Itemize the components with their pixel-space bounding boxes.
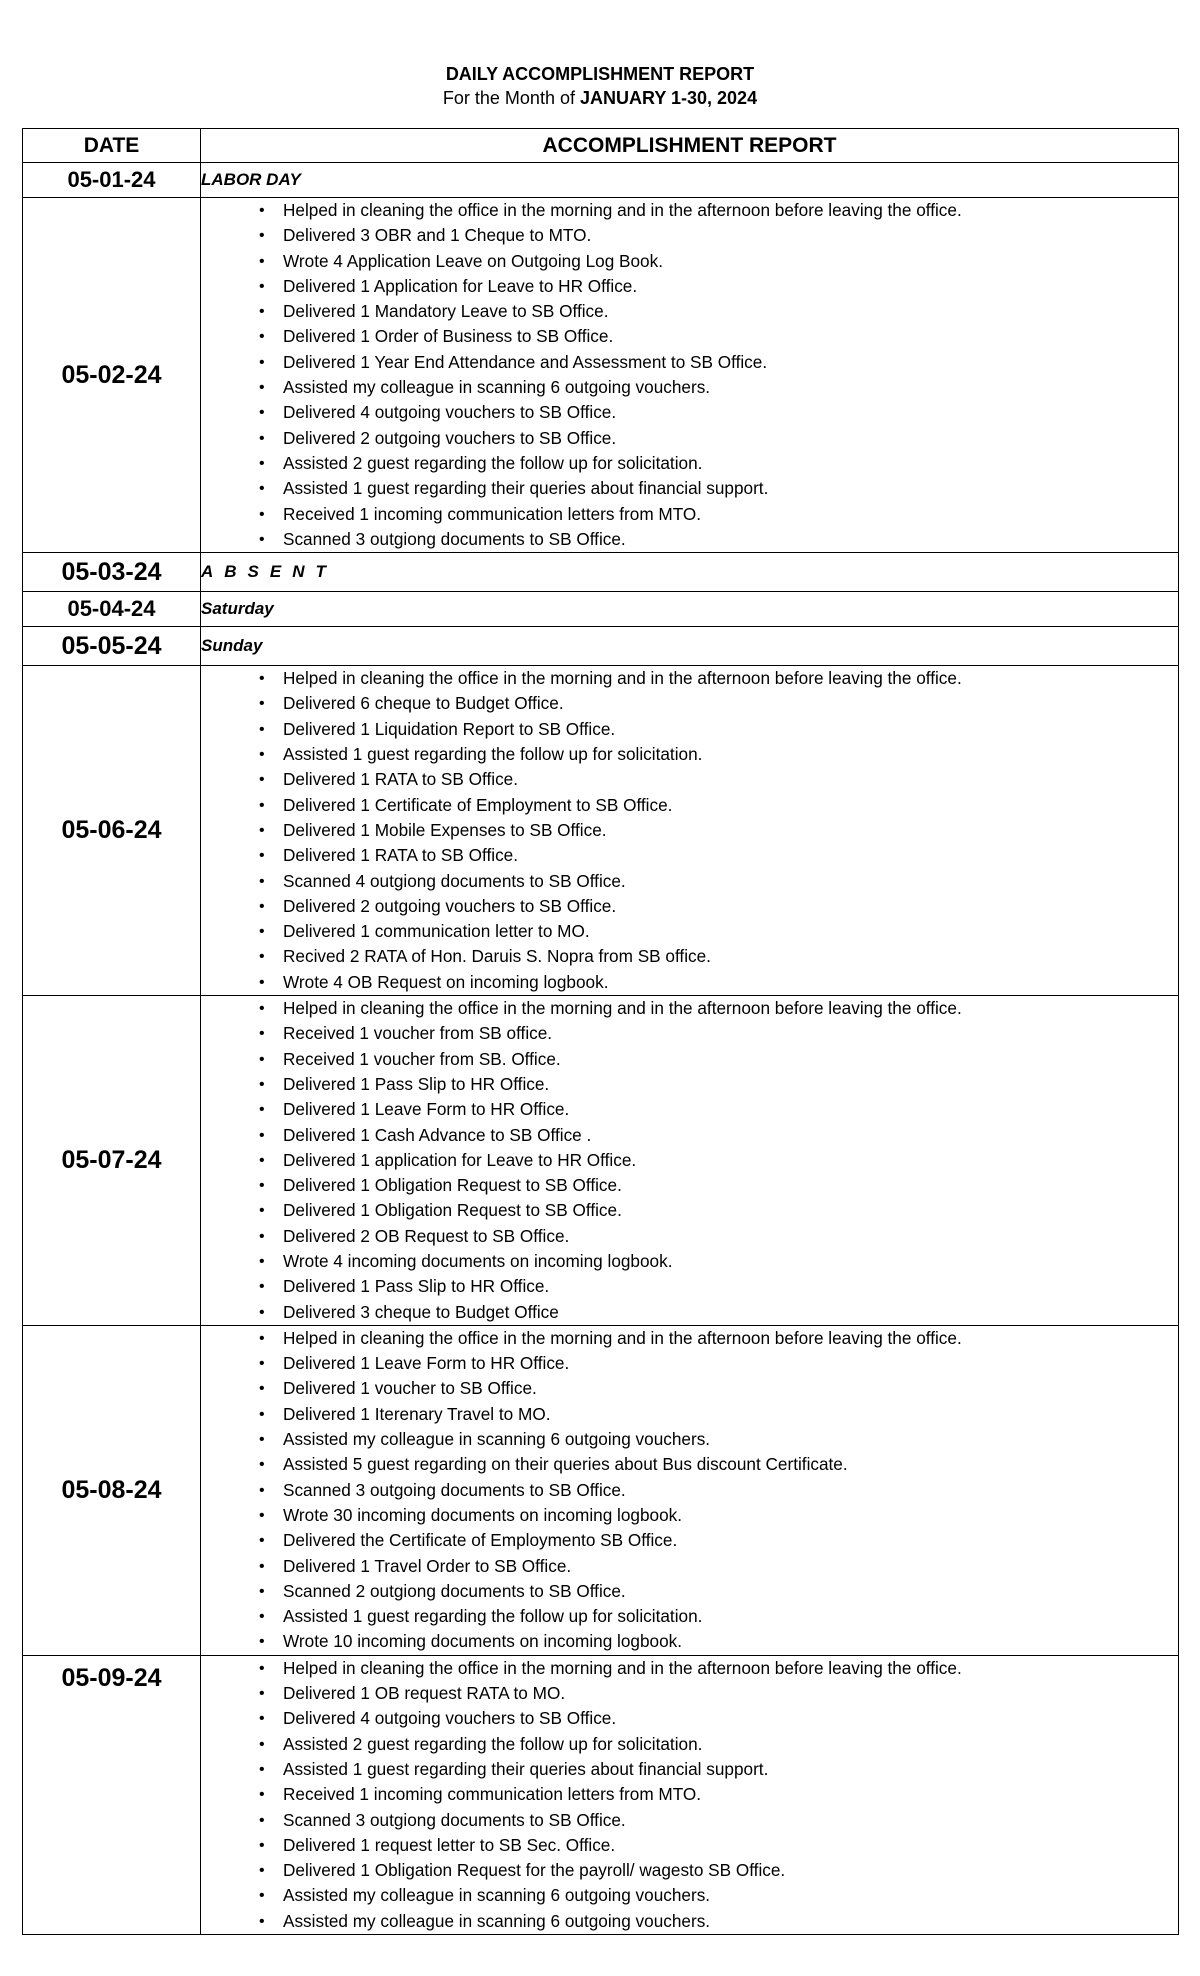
list-item: • Assisted 1 guest regarding their queries about financial support.	[259, 1757, 1178, 1782]
row-date: 05-04-24	[23, 592, 201, 627]
list-item: • Assisted my colleague in scanning 6 outgoing vouchers.	[259, 1909, 1178, 1934]
list-item: • Delivered 1 Travel Order to SB Office.	[259, 1554, 1178, 1579]
table-row	[23, 627, 1179, 666]
row-accomplishments	[201, 996, 1179, 1326]
list-item: • Received 1 incoming communication letters from MTO.	[259, 502, 1178, 527]
report-header	[0, 62, 1200, 110]
accomplishment-list	[201, 1326, 1178, 1655]
list-item: • Delivered 1 OB request RATA to MO.	[259, 1681, 1178, 1706]
row-date: 05-05-24	[23, 627, 201, 666]
row-date: 05-09-24	[23, 1655, 201, 1934]
row-date: 05-06-24	[23, 666, 201, 996]
list-item: • Received 1 incoming communication letters from MTO.	[259, 1782, 1178, 1807]
list-item: • Delivered 1 Certificate of Employment to SB Office.	[259, 793, 1178, 818]
list-item: • Helped in cleaning the office in the morning and in the afternoon before leaving the office.	[259, 1656, 1178, 1681]
list-item: • Wrote 4 Application Leave on Outgoing Log Book.	[259, 249, 1178, 274]
row-accomplishments	[201, 1655, 1179, 1934]
list-item: • Delivered 1 voucher to SB Office.	[259, 1376, 1178, 1401]
list-item: • Delivered 2 outgoing vouchers to SB Office.	[259, 426, 1178, 451]
row-accomplishments	[201, 198, 1179, 553]
list-item: • Delivered 1 Leave Form to HR Office.	[259, 1097, 1178, 1122]
table-row	[23, 592, 1179, 627]
table-row	[23, 666, 1179, 996]
list-item: • Assisted 5 guest regarding on their queries about Bus discount Certificate.	[259, 1452, 1178, 1477]
list-item: • Scanned 3 outgiong documents to SB Office.	[259, 527, 1178, 552]
list-item: • Wrote 10 incoming documents on incoming logbook.	[259, 1629, 1178, 1654]
row-note: ABSENT	[201, 553, 1179, 592]
accomplishment-list	[201, 666, 1178, 995]
list-item: • Delivered 1 Obligation Request to SB Office.	[259, 1173, 1178, 1198]
list-item: • Delivered 2 outgoing vouchers to SB Office.	[259, 894, 1178, 919]
row-accomplishments	[201, 666, 1179, 996]
table-row	[23, 553, 1179, 592]
list-item: • Delivered 1 Liquidation Report to SB Office.	[259, 717, 1178, 742]
list-item: • Scanned 3 outgiong documents to SB Office.	[259, 1808, 1178, 1833]
list-item: • Delivered 1 Year End Attendance and Assessment to SB Office.	[259, 350, 1178, 375]
table-row	[23, 198, 1179, 553]
list-item: • Helped in cleaning the office in the morning and in the afternoon before leaving the office.	[259, 198, 1178, 223]
accomplishment-list	[201, 1656, 1178, 1934]
list-item: • Delivered 4 outgoing vouchers to SB Office.	[259, 1706, 1178, 1731]
list-item: • Wrote 30 incoming documents on incoming logbook.	[259, 1503, 1178, 1528]
list-item: • Helped in cleaning the office in the morning and in the afternoon before leaving the office.	[259, 666, 1178, 691]
list-item: • Wrote 4 incoming documents on incoming logbook.	[259, 1249, 1178, 1274]
list-item: • Delivered the Certificate of Employmento SB Office.	[259, 1528, 1178, 1553]
table-row	[23, 1325, 1179, 1655]
list-item: • Wrote 4 OB Request on incoming logbook.	[259, 970, 1178, 995]
list-item: • Delivered 1 RATA to SB Office.	[259, 843, 1178, 868]
list-item: • Delivered 1 Pass Slip to HR Office.	[259, 1072, 1178, 1097]
subtitle-prefix: For the Month of	[442, 88, 580, 108]
list-item: • Delivered 1 Obligation Request to SB Office.	[259, 1198, 1178, 1223]
list-item: • Assisted my colleague in scanning 6 outgoing vouchers.	[259, 1883, 1178, 1908]
table-row	[23, 1655, 1179, 1934]
list-item: • Delivered 6 cheque to Budget Office.	[259, 691, 1178, 716]
list-item: • Delivered 1 Application for Leave to HR Office.	[259, 274, 1178, 299]
list-item: • Received 1 voucher from SB. Office.	[259, 1047, 1178, 1072]
date-column-header: DATE	[23, 129, 201, 163]
row-date: 05-03-24	[23, 553, 201, 592]
list-item: • Delivered 3 OBR and 1 Cheque to MTO.	[259, 223, 1178, 248]
row-date: 05-02-24	[23, 198, 201, 553]
list-item: • Delivered 1 Cash Advance to SB Office .	[259, 1123, 1178, 1148]
list-item: • Delivered 2 OB Request to SB Office.	[259, 1224, 1178, 1249]
list-item: • Assisted 1 guest regarding the follow up for solicitation.	[259, 1604, 1178, 1629]
list-item: • Scanned 3 outgoing documents to SB Office.	[259, 1478, 1178, 1503]
row-note: Saturday	[201, 592, 1179, 627]
table-header-row	[23, 129, 1179, 163]
list-item: • Recived 2 RATA of Hon. Daruis S. Nopra from SB office.	[259, 944, 1178, 969]
list-item: • Delivered 1 Obligation Request for the payroll/ wagesto SB Office.	[259, 1858, 1178, 1883]
accomplishment-list	[201, 996, 1178, 1325]
table-row	[23, 996, 1179, 1326]
report-subtitle	[0, 86, 1200, 110]
list-item: • Delivered 1 Mobile Expenses to SB Office.	[259, 818, 1178, 843]
list-item: • Delivered 1 request letter to SB Sec. Office.	[259, 1833, 1178, 1858]
row-note: Sunday	[201, 627, 1179, 666]
list-item: • Assisted my colleague in scanning 6 outgoing vouchers.	[259, 1427, 1178, 1452]
report-title: DAILY ACCOMPLISHMENT REPORT	[445, 64, 755, 84]
list-item: • Delivered 1 Leave Form to HR Office.	[259, 1351, 1178, 1376]
list-item: • Scanned 4 outgiong documents to SB Office.	[259, 869, 1178, 894]
list-item: • Received 1 voucher from SB office.	[259, 1021, 1178, 1046]
list-item: • Assisted 2 guest regarding the follow up for solicitation.	[259, 451, 1178, 476]
list-item: • Assisted 1 guest regarding the follow up for solicitation.	[259, 742, 1178, 767]
list-item: • Delivered 1 Order of Business to SB Office.	[259, 324, 1178, 349]
list-item: • Delivered 1 Iterenary Travel to MO.	[259, 1402, 1178, 1427]
list-item: • Delivered 3 cheque to Budget Office	[259, 1300, 1178, 1325]
list-item: • Delivered 1 communication letter to MO.	[259, 919, 1178, 944]
list-item: • Delivered 4 outgoing vouchers to SB Office.	[259, 400, 1178, 425]
row-date: 05-08-24	[23, 1325, 201, 1655]
report-column-header: ACCOMPLISHMENT REPORT	[201, 129, 1179, 163]
list-item: • Delivered 1 Pass Slip to HR Office.	[259, 1274, 1178, 1299]
subtitle-period: JANUARY 1-30, 2024	[579, 88, 758, 108]
list-item: • Delivered 1 application for Leave to HR Office.	[259, 1148, 1178, 1173]
list-item: • Assisted 1 guest regarding their queries about financial support.	[259, 476, 1178, 501]
row-date: 05-07-24	[23, 996, 201, 1326]
accomplishment-list	[201, 198, 1178, 552]
list-item: • Delivered 1 Mandatory Leave to SB Office.	[259, 299, 1178, 324]
accomplishment-table	[22, 128, 1179, 1935]
list-item: • Helped in cleaning the office in the morning and in the afternoon before leaving the office.	[259, 996, 1178, 1021]
list-item: • Assisted my colleague in scanning 6 outgoing vouchers.	[259, 375, 1178, 400]
list-item: • Scanned 2 outgiong documents to SB Office.	[259, 1579, 1178, 1604]
list-item: • Helped in cleaning the office in the morning and in the afternoon before leaving the office.	[259, 1326, 1178, 1351]
table-row	[23, 163, 1179, 198]
row-accomplishments	[201, 1325, 1179, 1655]
list-item: • Delivered 1 RATA to SB Office.	[259, 767, 1178, 792]
list-item: • Assisted 2 guest regarding the follow up for solicitation.	[259, 1732, 1178, 1757]
row-note: LABOR DAY	[201, 163, 1179, 198]
row-date: 05-01-24	[23, 163, 201, 198]
